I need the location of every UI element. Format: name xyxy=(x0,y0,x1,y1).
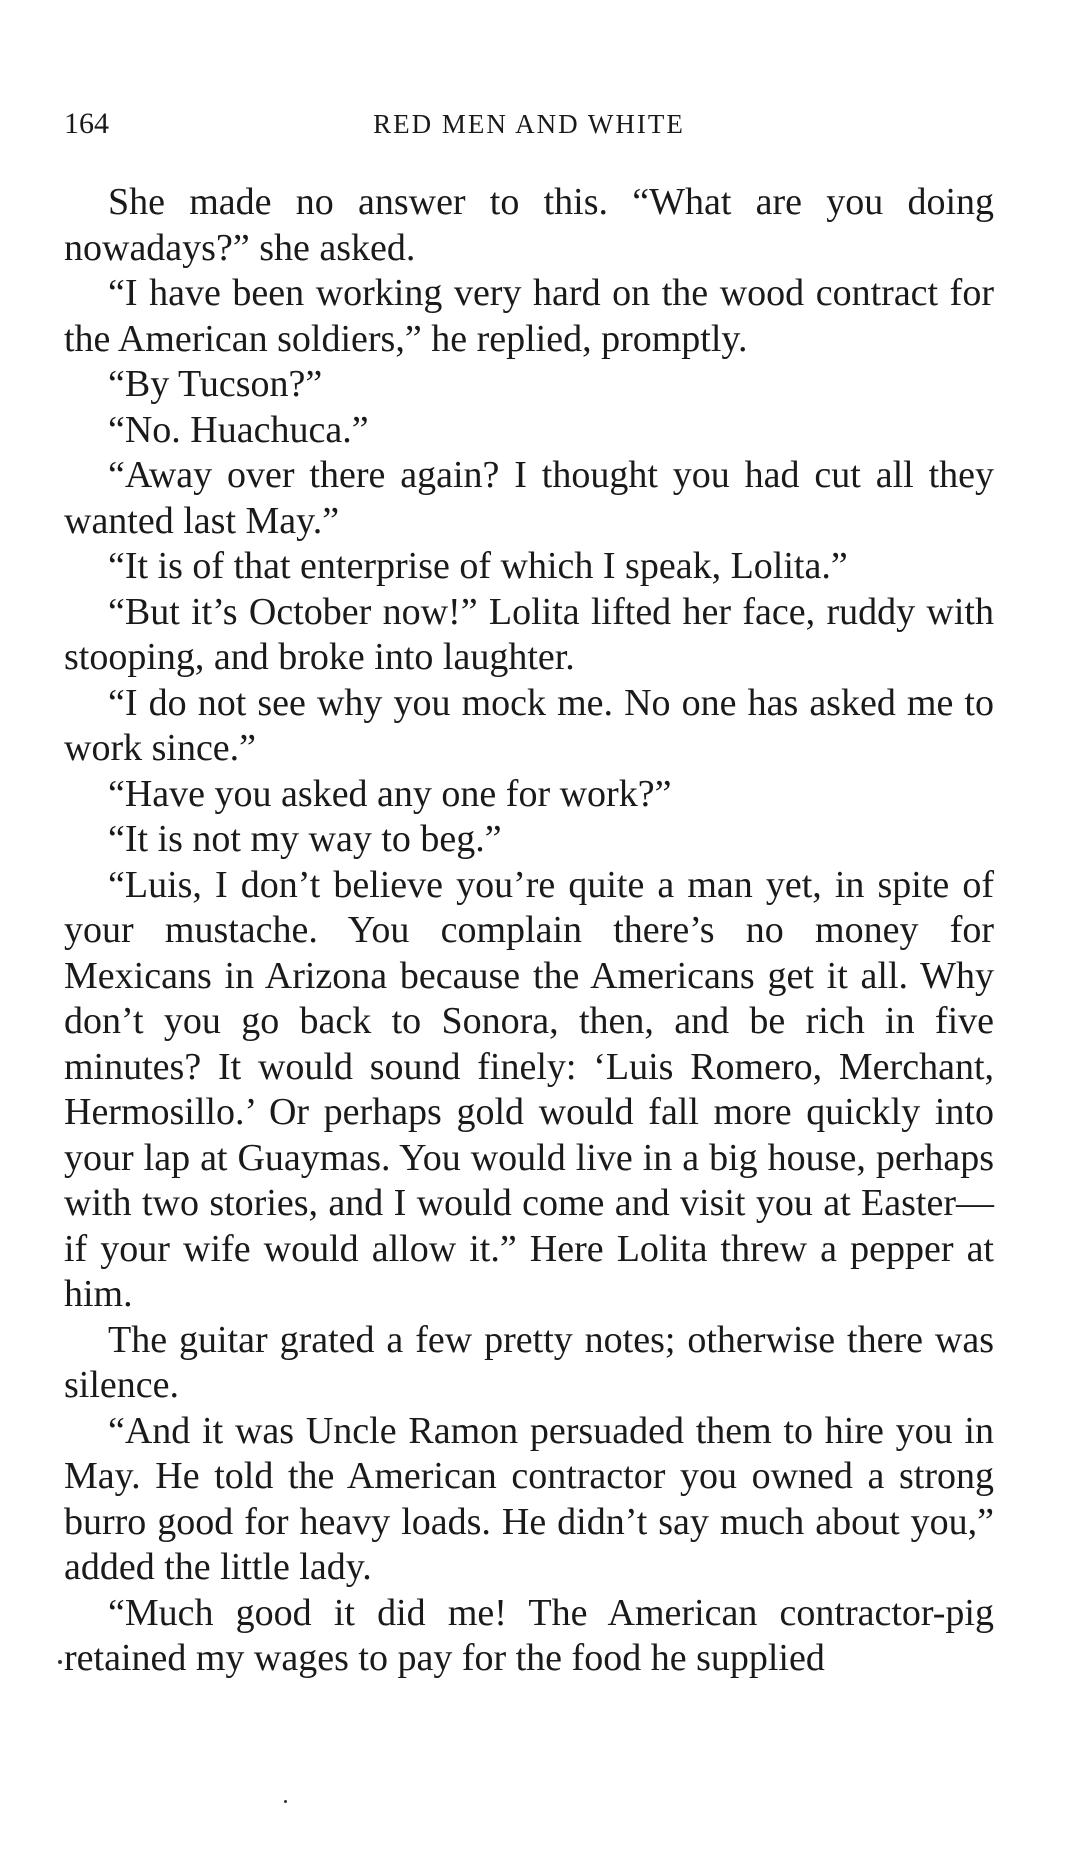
paragraph: “Luis, I don’t believe you’re quite a man yet, in spite of your mustache. You complain there’s no money for Mexicans in Arizona because the Americans get it all. Why don’t you go back to Sonora, then, and be rich in five minutes? It would sound finely: ‘Luis Romero, Merchant, Hermosillo.’ Or perhaps gold would fall more quickly into your lap at Guaymas. You would live in a big house, perhaps with two stories, and I would come and visit you at Easter—if your wife would allow it.” Here Lolita threw a pepper at him. xyxy=(64,863,994,1315)
running-head xyxy=(64,104,994,144)
page-number: 164 xyxy=(64,107,109,140)
body-text xyxy=(64,180,994,1682)
paragraph: “I do not see why you mock me. No one has asked me to work since.” xyxy=(64,681,994,769)
ink-speck xyxy=(284,1800,287,1803)
ink-speck xyxy=(58,1660,62,1664)
paragraph: “Away over there again? I thought you had cut all they wanted last May.” xyxy=(64,454,994,542)
paragraph: The guitar grated a few pretty notes; otherwise there was silence. xyxy=(64,1318,994,1406)
paragraph: “Much good it did me! The American contractor-pig retained my wages to pay for the food he supplied xyxy=(64,1591,994,1679)
paragraph: “It is not my way to beg.” xyxy=(108,818,502,860)
paragraph: She made no answer to this. “What are you doing nowadays?” she asked. xyxy=(64,181,994,269)
paragraph: “It is of that enterprise of which I speak, Lolita.” xyxy=(108,545,848,587)
paragraph: “And it was Uncle Ramon persuaded them to hire you in May. He told the American contractor you owned a strong burro good for heavy loads. He didn’t say much about you,” added the little lady. xyxy=(64,1409,994,1588)
paragraph: “No. Huachuca.” xyxy=(108,408,369,451)
paragraph: “Have you asked any one for work?” xyxy=(108,772,672,815)
paragraph: “I have been working very hard on the wood contract for the American soldiers,” he replied, promptly. xyxy=(64,272,994,360)
running-title: RED MEN AND WHITE xyxy=(373,109,685,139)
paragraph: “But it’s October now!” Lolita lifted her face, ruddy with stooping, and broke into laughter. xyxy=(64,590,994,678)
paragraph: “By Tucson?” xyxy=(108,363,323,405)
